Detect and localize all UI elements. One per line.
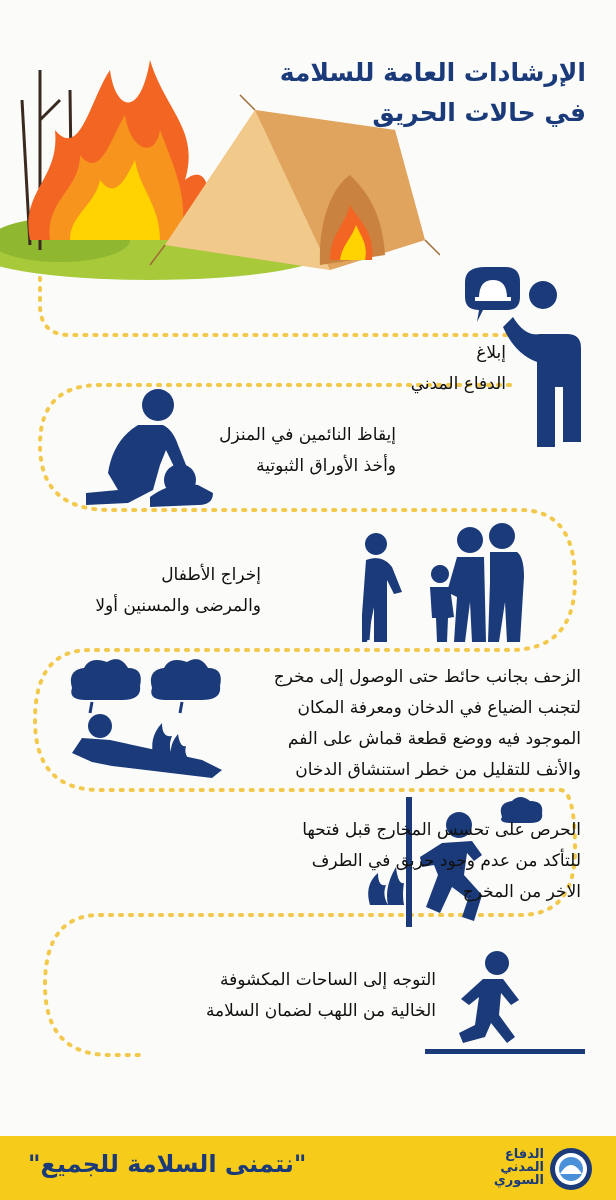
step-report-text: إبلاغ الدفاع المدني — [410, 343, 506, 394]
civil-defense-logo-text: الدفاع المدني السوري — [493, 1147, 544, 1188]
footer-slogan: "نتمنى السلامة للجميع" — [28, 1150, 307, 1178]
step-crawl-text: الزحف بجانب حائط حتى الوصول إلى مخرج لتجنب الضياع في الدخان ومعرفة المكان الموجود فيه ووضع قطعة قماش على الفم والأنف للتقليل من خطر استنشاق الدخان — [273, 667, 581, 780]
step-exits-text: الحرص على تحسس المخارج قبل فتحها للتأكد من عدم وجود حريق في الطرف الاخر من المخرج — [302, 820, 581, 902]
civil-defense-logo-icon — [548, 1146, 594, 1192]
step-open-area-text: التوجه إلى الساحات المكشوفة الخالية من اللهب لضمان السلامة — [205, 970, 436, 1021]
footer-bar — [0, 1136, 616, 1200]
step-wake-text: إيقاظ النائمين في المنزل وأخذ الأوراق الثبوتية — [219, 425, 396, 476]
step-evacuate-text: إخراج الأطفال والمرضى والمسنين أولا — [95, 565, 261, 616]
wake-sleeper-icon — [78, 385, 218, 515]
family-evacuation-icon — [362, 522, 542, 647]
page-title-line2: في حالات الحريق — [372, 98, 586, 127]
crawl-under-smoke-icon — [62, 658, 232, 783]
page-title-line1: الإرشادات العامة للسلامة — [279, 58, 586, 87]
